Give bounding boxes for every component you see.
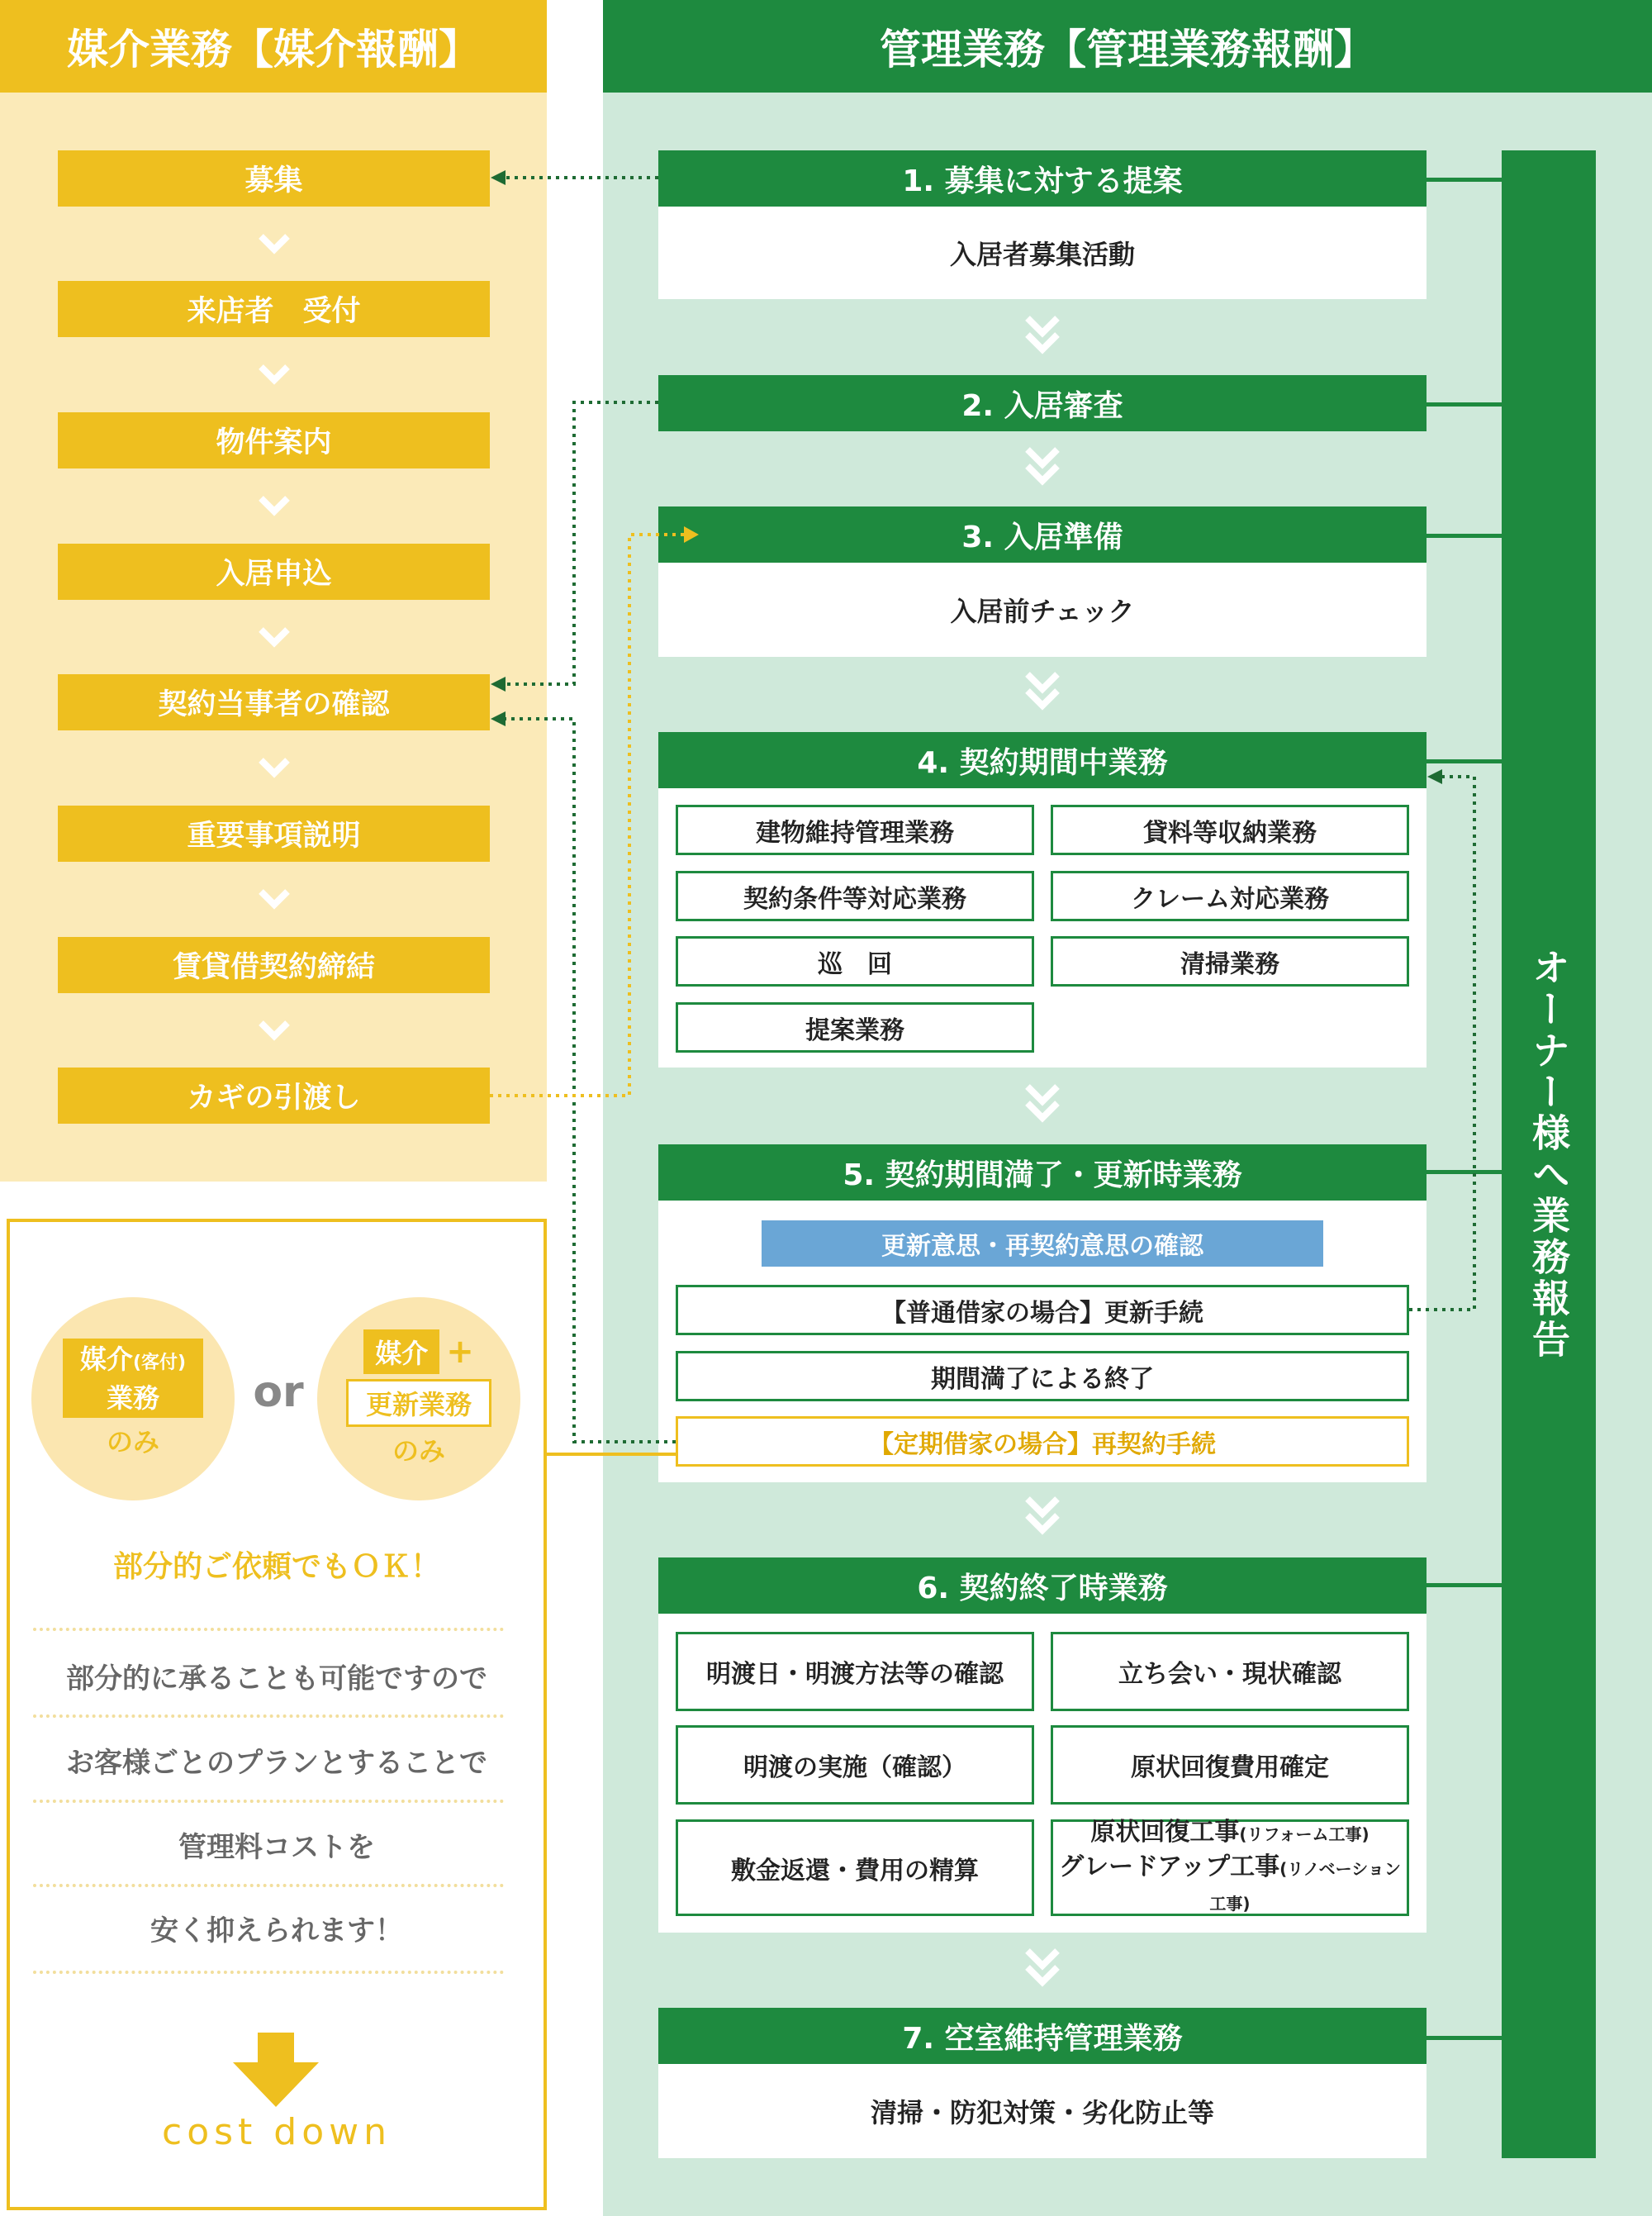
task-ordinary-renewal: 【普通借家の場合】更新手続 — [676, 1285, 1409, 1335]
task-restoration-cost: 原状回復費用確定 — [1051, 1725, 1409, 1805]
arrow-left-icon — [491, 711, 506, 726]
left-step-explanation: 重要事項説明 — [58, 806, 490, 862]
left-step-party-check: 契約当事者の確認 — [58, 674, 490, 730]
arrow-left-icon — [491, 677, 506, 692]
owner-report-label: オーナー様へ業務報告 — [1526, 948, 1571, 1361]
divider — [33, 1971, 504, 1974]
left-step-contract: 賃貸借契約締結 — [58, 937, 490, 993]
step-1-title: 1. 募集に対する提案 — [658, 150, 1427, 207]
divider — [33, 1800, 504, 1803]
cost-line-1: 部分的に承ることも可能ですので — [66, 1662, 487, 1695]
down-arrow-icon — [233, 2033, 319, 2107]
left-step-recruit: 募集 — [58, 150, 490, 207]
step-2-title: 2. 入居審査 — [658, 375, 1427, 431]
task-fixed-term-recontract: 【定期借家の場合】再契約手続 — [676, 1416, 1409, 1467]
step-7-detail: 清掃・防犯対策・劣化防止等 — [658, 2064, 1427, 2158]
left-step-reception: 来店者 受付 — [58, 281, 490, 337]
step-5-title: 5. 契約期間満了・更新時業務 — [658, 1144, 1427, 1201]
right-header: 管理業務【管理業務報酬】 — [603, 0, 1652, 93]
cost-down-label: cost down — [162, 2110, 392, 2153]
task-patrol: 巡 回 — [676, 936, 1034, 987]
left-header: 媒介業務【媒介報酬】 — [0, 0, 547, 93]
cost-line-4: 安く抑えられます！ — [150, 1914, 403, 1947]
task-cleaning: 清掃業務 — [1051, 936, 1409, 987]
left-step-key-handover: カギの引渡し — [58, 1068, 490, 1124]
task-contract-terms: 契約条件等対応業務 — [676, 871, 1034, 921]
task-complaint: クレーム対応業務 — [1051, 871, 1409, 921]
step-7-title: 7. 空室維持管理業務 — [658, 2008, 1427, 2064]
task-proposal: 提案業務 — [676, 1002, 1034, 1053]
partial-ok-text: 部分的ご依頼でもＯＫ！ — [112, 1549, 440, 1584]
circle-intermediary-renewal — [317, 1297, 520, 1500]
task-deposit-settlement: 敷金返還・費用の精算 — [676, 1819, 1034, 1916]
right-chevrons — [1028, 318, 1057, 1982]
arrow-left-icon — [1427, 769, 1442, 784]
task-term-expiry: 期間満了による終了 — [676, 1351, 1409, 1401]
cost-line-3: 管理料コストを — [178, 1830, 375, 1864]
arrow-left-icon — [491, 170, 506, 185]
only-label: のみ — [106, 1426, 159, 1458]
arrowheads — [491, 170, 1442, 784]
step-4-title: 4. 契約期間中業務 — [658, 732, 1427, 788]
plus-icon: + — [446, 1333, 474, 1371]
task-handover-date: 明渡日・明渡方法等の確認 — [676, 1632, 1034, 1711]
renewal-intent-check: 更新意思・再契約意思の確認 — [762, 1220, 1323, 1267]
step-3-detail: 入居前チェック — [658, 563, 1427, 657]
task-restoration-work: 原状回復工事(リフォーム工事) グレードアップ工事(リノベーション工事) — [1051, 1819, 1409, 1916]
task-rent-collection: 貸料等収納業務 — [1051, 805, 1409, 855]
task-building-maintenance: 建物維持管理業務 — [676, 805, 1034, 855]
link-key-to-s3 — [490, 535, 684, 1096]
task-inspection: 立ち会い・現状確認 — [1051, 1632, 1409, 1711]
intermediary-badge-2: 媒介 — [363, 1329, 439, 1374]
step-6-title: 6. 契約終了時業務 — [658, 1557, 1427, 1614]
cost-line-2: お客様ごとのプランとすることで — [66, 1746, 487, 1780]
left-step-viewing: 物件案内 — [58, 412, 490, 468]
divider — [33, 1884, 504, 1887]
only-label-2: のみ — [392, 1435, 445, 1467]
link-s2-party-check — [502, 402, 658, 684]
circle-intermediary-only — [31, 1297, 235, 1500]
divider — [33, 1628, 504, 1631]
step-1-detail: 入居者募集活動 — [658, 207, 1427, 299]
link-s5-s4 — [1409, 777, 1474, 1310]
task-handover-execution: 明渡の実施（確認） — [676, 1725, 1034, 1805]
renewal-badge: 更新業務 — [346, 1379, 491, 1427]
intermediary-badge: 媒介(客付) 業務 — [63, 1339, 203, 1418]
or-label: or — [253, 1367, 304, 1417]
arrow-right-icon — [684, 526, 699, 543]
step-3-title: 3. 入居準備 — [658, 506, 1427, 563]
divider — [33, 1714, 504, 1718]
left-step-application: 入居申込 — [58, 544, 490, 600]
